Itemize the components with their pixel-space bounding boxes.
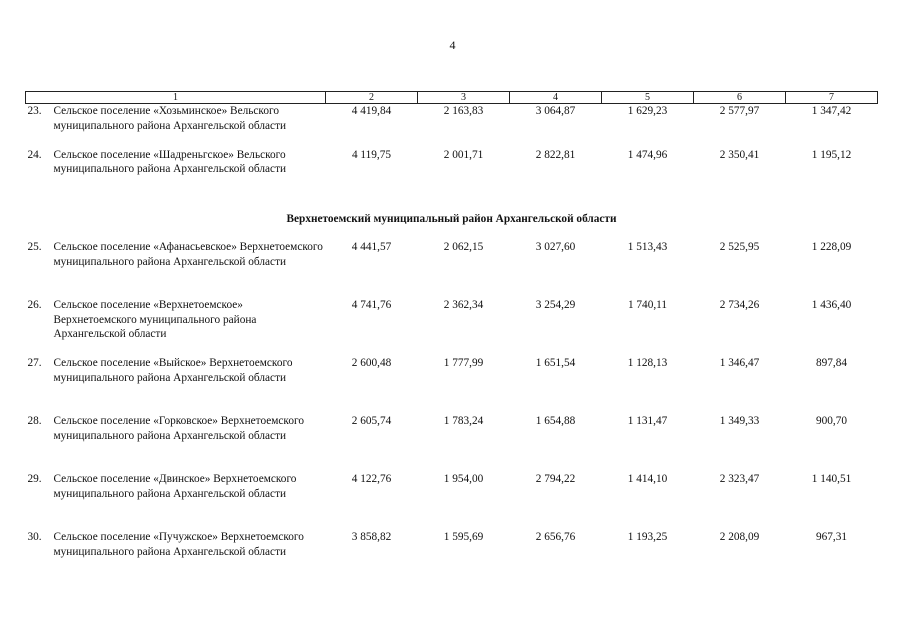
value-cell: 1 777,99	[443, 357, 484, 369]
value-cell: 1 193,25	[627, 531, 668, 543]
value-cell: 967,31	[815, 531, 848, 543]
value-cell: 2 350,41	[719, 148, 760, 161]
value-cell: 1 128,13	[627, 357, 668, 369]
value-cell: 2 605,74	[351, 415, 392, 427]
page-number: 4	[449, 38, 456, 52]
settlement-name: Сельское поселение «Горковское» Верхнетоемского муниципального района Архангельской области	[53, 415, 304, 442]
column-header: 3	[418, 92, 510, 104]
settlement-cell	[26, 472, 326, 530]
value-cell: 2 362,34	[443, 299, 484, 311]
value-cell: 1 740,11	[627, 299, 668, 311]
settlement-cell	[26, 530, 326, 588]
value-cell: 2 600,48	[351, 357, 392, 369]
value-cell: 1 347,42	[811, 105, 852, 117]
row-number: 30.	[27, 531, 42, 543]
row-number: 25.	[27, 241, 42, 253]
table-row	[26, 530, 878, 588]
value-cell: 2 062,15	[443, 241, 484, 253]
section-title: Верхнетоемский муниципальный район Архангельской области	[286, 212, 617, 225]
value-cell: 1 349,33	[719, 415, 760, 427]
settlement-name: Сельское поселение «Афанасьевское» Верхнетоемского муниципального района Архангельской области	[53, 241, 323, 268]
row-number: 26.	[27, 299, 42, 311]
table-row	[26, 104, 878, 148]
column-header: 7	[786, 92, 878, 104]
table-row	[26, 472, 878, 530]
value-cell: 3 254,29	[535, 299, 576, 311]
value-cell: 2 656,76	[535, 531, 576, 543]
value-cell: 2 001,71	[443, 148, 484, 161]
value-cell: 1 654,88	[535, 415, 576, 427]
value-cell: 4 441,57	[351, 241, 392, 253]
value-cell: 1 595,69	[443, 531, 484, 543]
value-cell: 2 577,97	[719, 105, 760, 117]
value-cell: 900,70	[815, 415, 848, 427]
row-number: 24.	[27, 148, 42, 161]
table-row	[26, 148, 878, 200]
column-header: 4	[510, 92, 602, 104]
value-cell: 897,84	[815, 357, 848, 369]
settlement-name: Сельское поселение «Верхнетоемское» Верхнетоемского муниципального района Архангельской области	[53, 299, 257, 340]
value-cell: 2 163,83	[443, 105, 484, 117]
value-cell: 1 436,40	[811, 299, 852, 311]
settlement-cell	[26, 148, 326, 200]
value-cell: 2 794,22	[535, 473, 576, 485]
settlement-cell	[26, 356, 326, 414]
settlement-cell	[26, 240, 326, 298]
section-header	[26, 200, 878, 241]
value-cell: 3 064,87	[535, 105, 576, 117]
value-cell: 2 208,09	[719, 531, 760, 543]
settlement-cell	[26, 104, 326, 148]
value-cell: 2 323,47	[719, 473, 760, 485]
value-cell: 2 525,95	[719, 241, 760, 253]
settlement-name: Сельское поселение «Выйское» Верхнетоемского муниципального района Архангельской области	[53, 357, 293, 384]
table-row	[26, 240, 878, 298]
settlement-name: Сельское поселение «Двинское» Верхнетоемского муниципального района Архангельской области	[53, 473, 297, 500]
row-number: 23.	[27, 105, 42, 117]
value-cell: 1 629,23	[627, 105, 668, 117]
settlement-cell	[26, 298, 326, 356]
value-cell: 4 119,75	[351, 148, 392, 161]
settlement-name: Сельское поселение «Шадреньгское» Вельского муниципального района Архангельской области	[53, 148, 287, 175]
value-cell: 1 414,10	[627, 473, 668, 485]
table-row	[26, 414, 878, 472]
value-cell: 3 027,60	[535, 241, 576, 253]
column-header: 6	[694, 92, 786, 104]
column-header: 2	[326, 92, 418, 104]
value-cell: 1 346,47	[719, 357, 760, 369]
column-header: 5	[602, 92, 694, 104]
value-cell: 4 741,76	[351, 299, 392, 311]
value-cell: 2 822,81	[535, 148, 576, 161]
value-cell: 1 228,09	[811, 241, 852, 253]
row-number: 27.	[27, 357, 42, 369]
value-cell: 1 783,24	[443, 415, 484, 427]
value-cell: 4 419,84	[351, 105, 392, 117]
value-cell: 1 131,47	[627, 415, 668, 427]
column-header: 1	[26, 92, 326, 104]
value-cell: 1 513,43	[627, 241, 668, 253]
value-cell: 3 858,82	[351, 531, 392, 543]
value-cell: 1 954,00	[443, 473, 484, 485]
table-row	[26, 356, 878, 414]
value-cell: 2 734,26	[719, 299, 760, 311]
row-number: 28.	[27, 415, 42, 427]
value-cell: 1 651,54	[535, 357, 576, 369]
value-cell: 1 474,96	[627, 148, 668, 161]
value-cell: 4 122,76	[351, 473, 392, 485]
settlement-name: Сельское поселение «Пучужское» Верхнетоемского муниципального района Архангельской области	[53, 531, 304, 558]
settlement-cell	[26, 414, 326, 472]
table-row	[26, 298, 878, 356]
table-body-before-section	[26, 104, 878, 200]
settlement-name: Сельское поселение «Хозьминское» Вельского муниципального района Архангельской области	[53, 105, 287, 132]
row-number: 29.	[27, 473, 42, 485]
value-cell: 1 195,12	[811, 148, 852, 161]
column-number-row	[26, 92, 878, 104]
data-table	[25, 91, 878, 588]
value-cell: 1 140,51	[811, 473, 852, 485]
table-body-after-section	[26, 240, 878, 588]
